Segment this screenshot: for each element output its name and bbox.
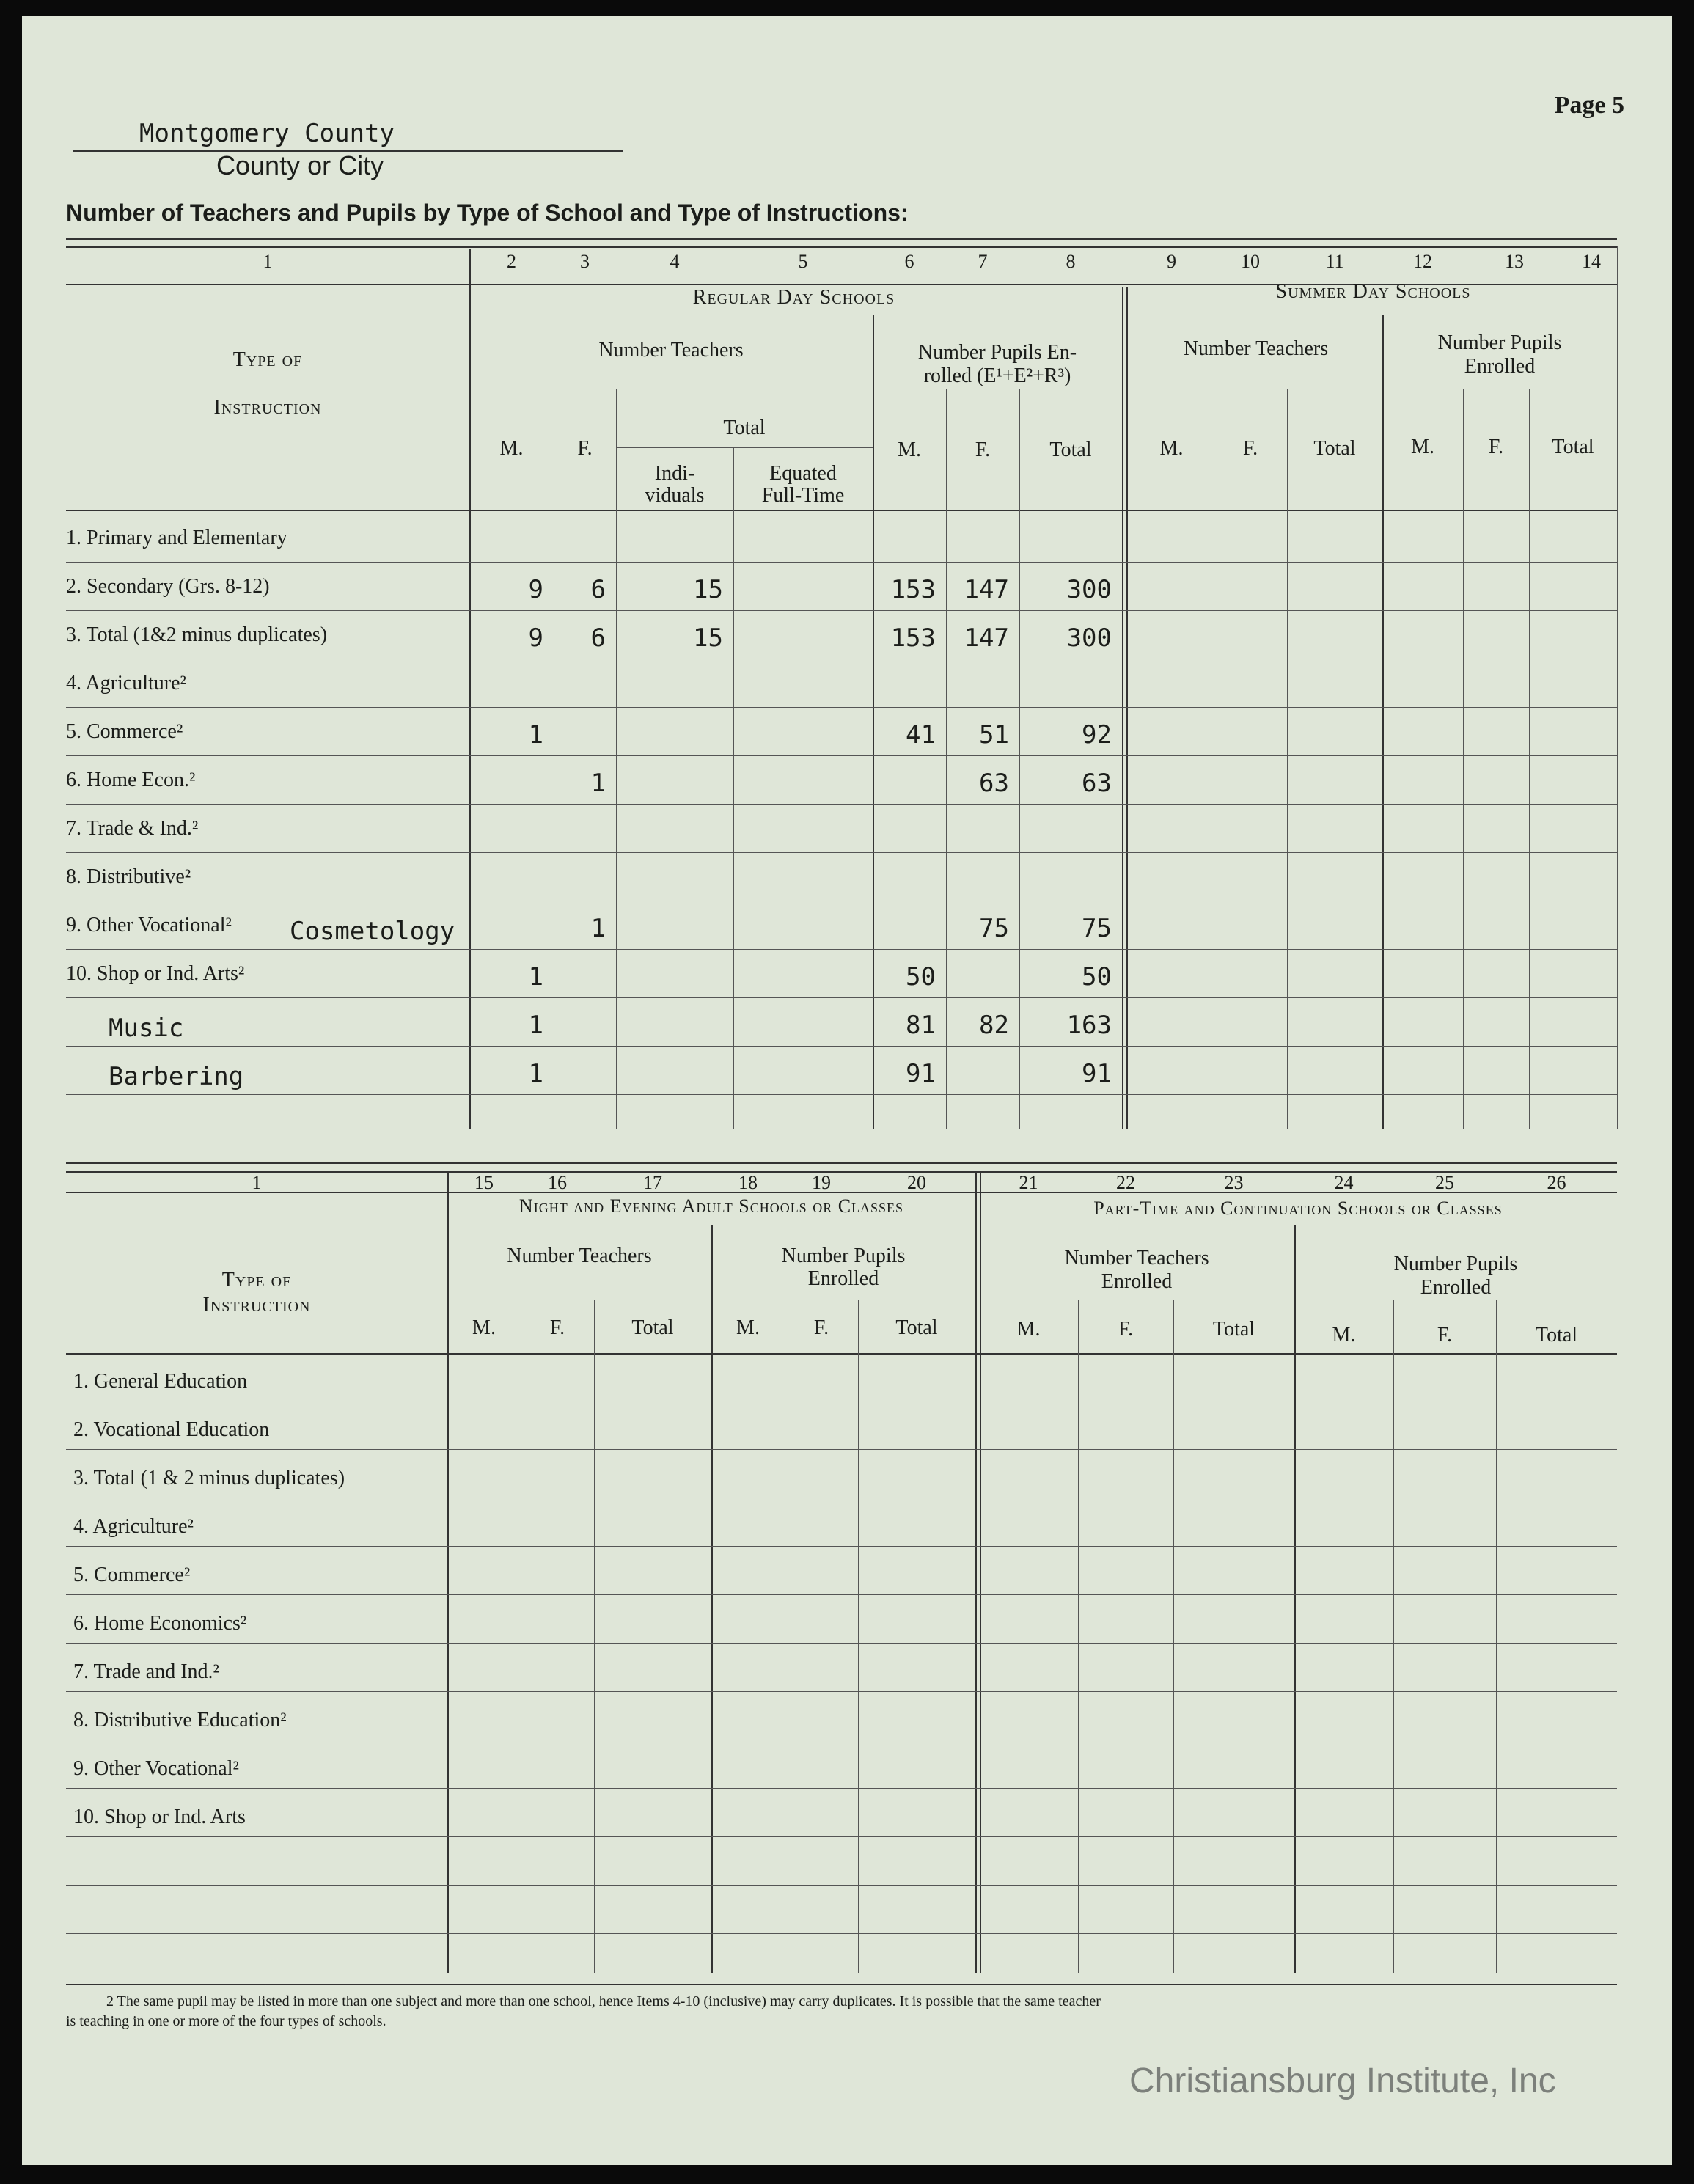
t2-col-num-15: 15 [474, 1172, 494, 1193]
col-num-6: 6 [904, 251, 914, 272]
number-pupils-heading-line2: rolled (E¹+E²+R³) [923, 364, 1071, 387]
col-num-1: 1 [263, 251, 273, 272]
table1-cell: 6 [590, 575, 606, 604]
table1-cell: 50 [906, 962, 936, 992]
t2-col-num-20: 20 [907, 1172, 926, 1193]
night-pupils-f-header: F. [813, 1316, 829, 1339]
table1-row-label: 6. Home Econ.² [66, 769, 196, 791]
individuals-header-line1: Indi- [654, 462, 695, 485]
table1-row-label: Music [109, 1014, 184, 1043]
table1-row-label: 4. Agriculture² [66, 672, 186, 695]
summer-day-schools-heading: Summer Day Schools [1275, 280, 1471, 303]
reg-teachers-total-header: Total [723, 417, 766, 439]
table1-cell: 92 [1082, 720, 1112, 750]
table1-cell: 1 [590, 769, 606, 798]
t2-col-num-22: 22 [1116, 1172, 1135, 1193]
t2-instruction-heading: Instruction [202, 1294, 311, 1316]
table1-cell: 15 [693, 623, 723, 653]
night-pupils-heading-line1: Number Pupils [781, 1245, 906, 1267]
table1-row-label: 5. Commerce² [66, 720, 183, 743]
sum-teachers-f-header: F. [1242, 437, 1258, 460]
table1-cell: 81 [906, 1011, 936, 1040]
table1-cell: 50 [1082, 962, 1112, 992]
reg-pupils-m-header: M. [898, 439, 921, 461]
pt-teachers-m-header: M. [1016, 1318, 1041, 1341]
reg-teachers-m-header: M. [499, 437, 524, 460]
t2-col-num-16: 16 [548, 1172, 567, 1193]
summer-number-teachers-heading: Number Teachers [1183, 337, 1329, 360]
col-num-3: 3 [580, 251, 590, 272]
table1-cell: 91 [1082, 1059, 1112, 1088]
county-label: County or City [216, 150, 384, 180]
summer-pupils-heading-line1: Number Pupils [1437, 331, 1562, 354]
t2-col-num-19: 19 [812, 1172, 831, 1193]
table1-cell: 9 [528, 575, 543, 604]
table1-cell: 41 [906, 720, 936, 750]
institution-watermark: Christiansburg Institute, Inc [1129, 2062, 1556, 2100]
t2-col-num-1: 1 [252, 1172, 262, 1193]
type-of-heading: Type of [232, 348, 303, 371]
footnote-line1: 2 The same pupil may be listed in more than one subject and more than one school, hence Items 4-10 (inclusive) may carry duplicates. It is possible that the same teacher [106, 1993, 1101, 2009]
night-number-teachers-heading: Number Teachers [507, 1245, 652, 1267]
table1-row-label: 8. Distributive² [66, 865, 191, 888]
table1-row-specified-subject: Cosmetology [290, 917, 455, 946]
table1-row-label: 1. Primary and Elementary [66, 527, 287, 549]
table1-cell: 1 [528, 1011, 543, 1040]
table1-cell: 300 [1066, 623, 1112, 653]
table1-cell: 147 [964, 575, 1009, 604]
summer-pupils-heading-line2: Enrolled [1464, 355, 1536, 378]
pt-teachers-total-header: Total [1212, 1318, 1255, 1341]
col-num-4: 4 [670, 251, 680, 272]
table1-cell: 153 [890, 623, 936, 653]
pt-teachers-heading-line1: Number Teachers [1064, 1247, 1209, 1269]
col-num-8: 8 [1066, 251, 1076, 272]
col-num-5: 5 [798, 251, 808, 272]
col-num-2: 2 [507, 251, 516, 272]
table1-cell: 6 [590, 623, 606, 653]
table2-row-label: 7. Trade and Ind.² [73, 1660, 219, 1683]
number-teachers-heading: Number Teachers [598, 339, 744, 362]
part-time-schools-heading: Part-Time and Continuation Schools or Classes [1093, 1198, 1503, 1219]
table1-cell: 1 [590, 914, 606, 943]
table2-row-label: 6. Home Economics² [73, 1612, 247, 1635]
table2-row-label: 2. Vocational Education [73, 1418, 270, 1441]
table2-row-label: 9. Other Vocational² [73, 1757, 239, 1780]
table1-row-label: 9. Other Vocational² [66, 914, 232, 937]
table1-cell: 153 [890, 575, 936, 604]
table1-row-label: 2. Secondary (Grs. 8-12) [66, 575, 270, 598]
col-num-10: 10 [1241, 251, 1260, 272]
table1-cell: 75 [1082, 914, 1112, 943]
sum-teachers-total-header: Total [1313, 437, 1356, 460]
table1-row-label: 10. Shop or Ind. Arts² [66, 962, 245, 985]
sum-pupils-f-header: F. [1488, 436, 1504, 458]
table2-row-label: 3. Total (1 & 2 minus duplicates) [73, 1467, 345, 1489]
table1-cell: 63 [1082, 769, 1112, 798]
pt-pupils-total-header: Total [1535, 1324, 1578, 1346]
table2-row-label: 8. Distributive Education² [73, 1709, 287, 1732]
night-pupils-heading-line2: Enrolled [807, 1267, 879, 1290]
pt-teachers-f-header: F. [1118, 1318, 1134, 1341]
t2-col-num-21: 21 [1019, 1172, 1038, 1193]
equated-header-line2: Full-Time [761, 484, 845, 507]
pt-pupils-f-header: F. [1437, 1324, 1453, 1346]
sum-teachers-m-header: M. [1159, 437, 1184, 460]
table1-cell: 75 [979, 914, 1009, 943]
col-num-12: 12 [1413, 251, 1432, 272]
col-num-7: 7 [978, 251, 988, 272]
table1-cell: 163 [1066, 1011, 1112, 1040]
equated-header-line1: Equated [769, 462, 837, 485]
table1-cell: 1 [528, 1059, 543, 1088]
night-pupils-total-header: Total [895, 1316, 938, 1339]
night-pupils-m-header: M. [736, 1316, 760, 1339]
sum-pupils-total-header: Total [1552, 436, 1594, 458]
reg-teachers-f-header: F. [577, 437, 593, 460]
col-num-11: 11 [1325, 251, 1344, 272]
sum-pupils-m-header: M. [1411, 436, 1434, 458]
pt-pupils-m-header: M. [1332, 1324, 1356, 1346]
reg-pupils-f-header: F. [975, 439, 991, 461]
col-num-14: 14 [1582, 251, 1601, 272]
table2-row-label: 5. Commerce² [73, 1564, 191, 1586]
instruction-heading: Instruction [213, 396, 322, 419]
footnote-line2: is teaching in one or more of the four types of schools. [66, 2013, 386, 2029]
col-num-13: 13 [1505, 251, 1524, 272]
number-pupils-heading-line1: Number Pupils En- [917, 341, 1077, 364]
table1-cell: 147 [964, 623, 1009, 653]
t2-col-num-17: 17 [643, 1172, 662, 1193]
table1-cell: 91 [906, 1059, 936, 1088]
t2-col-num-23: 23 [1224, 1172, 1244, 1193]
regular-day-schools-heading: Regular Day Schools [692, 286, 895, 309]
county-value: Montgomery County [139, 119, 395, 148]
pt-pupils-heading-line1: Number Pupils [1393, 1253, 1518, 1275]
document-title: Number of Teachers and Pupils by Type of School and Type of Instructions: [66, 199, 909, 226]
night-schools-heading: Night and Evening Adult Schools or Classes [518, 1195, 904, 1217]
pt-pupils-heading-line2: Enrolled [1420, 1276, 1492, 1299]
night-teachers-f-header: F. [549, 1316, 565, 1339]
table2-row-label: 4. Agriculture² [73, 1515, 194, 1538]
night-teachers-m-header: M. [472, 1316, 496, 1339]
table1-cell: 51 [979, 720, 1009, 750]
t2-col-num-18: 18 [738, 1172, 758, 1193]
table1-row-label: 7. Trade & Ind.² [66, 817, 199, 840]
reg-pupils-total-header: Total [1049, 439, 1092, 461]
table1-row-label: 3. Total (1&2 minus duplicates) [66, 623, 328, 646]
table1-cell: 63 [979, 769, 1009, 798]
table2-row-label: 1. General Education [73, 1370, 248, 1393]
table1-cell: 300 [1066, 575, 1112, 604]
table1-cell: 15 [693, 575, 723, 604]
table2-row-label: 10. Shop or Ind. Arts [73, 1806, 246, 1828]
night-teachers-total-header: Total [631, 1316, 674, 1339]
t2-col-num-24: 24 [1334, 1172, 1354, 1193]
table1-cell: 1 [528, 962, 543, 992]
pt-teachers-heading-line2: Enrolled [1101, 1270, 1173, 1293]
t2-col-num-25: 25 [1435, 1172, 1454, 1193]
table1-row-label: Barbering [109, 1062, 244, 1091]
t2-type-of-heading: Type of [221, 1269, 292, 1291]
col-num-9: 9 [1167, 251, 1176, 272]
table1-cell: 1 [528, 720, 543, 750]
table1-cell: 9 [528, 623, 543, 653]
individuals-header-line2: viduals [645, 484, 705, 507]
page-number: Page 5 [1554, 92, 1624, 119]
table1-cell: 82 [979, 1011, 1009, 1040]
t2-col-num-26: 26 [1547, 1172, 1566, 1193]
